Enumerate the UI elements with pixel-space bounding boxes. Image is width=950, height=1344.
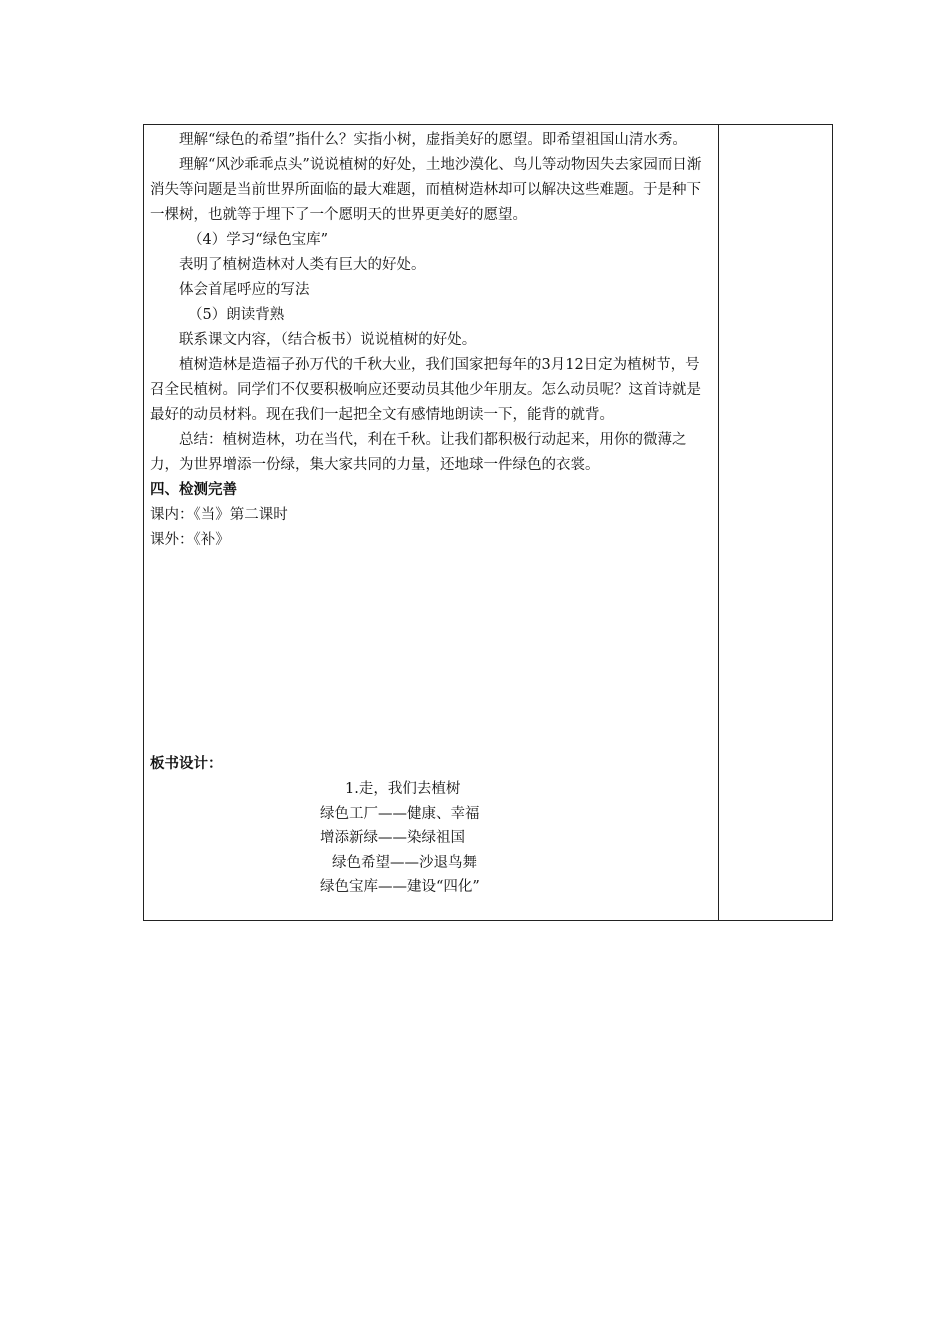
lesson-table (143, 124, 833, 921)
board-line: 绿色宝库——建设“四化” (320, 879, 480, 895)
lesson-content (150, 128, 713, 553)
column-divider (718, 125, 719, 920)
paragraph-benefit: 表明了植树造林对人类有巨大的好处。 (179, 257, 426, 273)
paragraph-echo: 体会首尾呼应的写法 (179, 282, 310, 298)
board-line: 绿色工厂——健康、幸福 (320, 805, 480, 822)
paragraph-green-hope: 理解“绿色的希望”指什么？实指小树，虚指美好的愿望。即希望祖国山清水秀。 (179, 132, 687, 148)
step-5-heading: （5）朗读背熟 (188, 307, 285, 323)
board-line-title: 1.走，我们去植树 (345, 781, 461, 797)
board-lines (150, 777, 713, 900)
board-design-title: 板书设计： (150, 756, 223, 772)
paragraph-discuss: 联系课文内容，（结合板书）说说植树的好处。 (179, 332, 477, 348)
paragraph-arbor-day: 植树造林是造福子孙万代的千秋大业，我们国家把每年的3月12日定为植树节，号召全民植树。同学们不仅要积极响应还要动员其他少年朋友。怎么动员呢？这首诗就是最好的动员材料。现在我们一起把全文有感情地朗读一下，能背的就背。 (150, 357, 701, 423)
in-class-task: 课内：《当》第二课时 (150, 507, 288, 523)
board-line: 增添新绿——染绿祖国 (320, 830, 465, 846)
board-line: 绿色希望——沙退鸟舞 (332, 854, 477, 871)
section-4-heading: 四、检测完善 (150, 482, 237, 498)
step-4-heading: （4）学习“绿色宝库” (188, 232, 329, 248)
paragraph-wind-sand: 理解“风沙乖乖点头”说说植树的好处，土地沙漠化、鸟儿等动物因失去家园而日渐消失等问题是当前世界所面临的最大难题，而植树造林却可以解决这些难题。于是种下一棵树，也就等于埋下了一个愿明天的世界更美好的愿望。 (150, 157, 702, 223)
paragraph-summary: 总结：植树造林，功在当代，利在千秋。让我们都积极行动起来，用你的微薄之力，为世界增添一份绿，集大家共同的力量，还地球一件绿色的衣裳。 (150, 432, 687, 473)
after-class-task: 课外：《补》 (150, 532, 230, 548)
board-design (150, 752, 713, 900)
